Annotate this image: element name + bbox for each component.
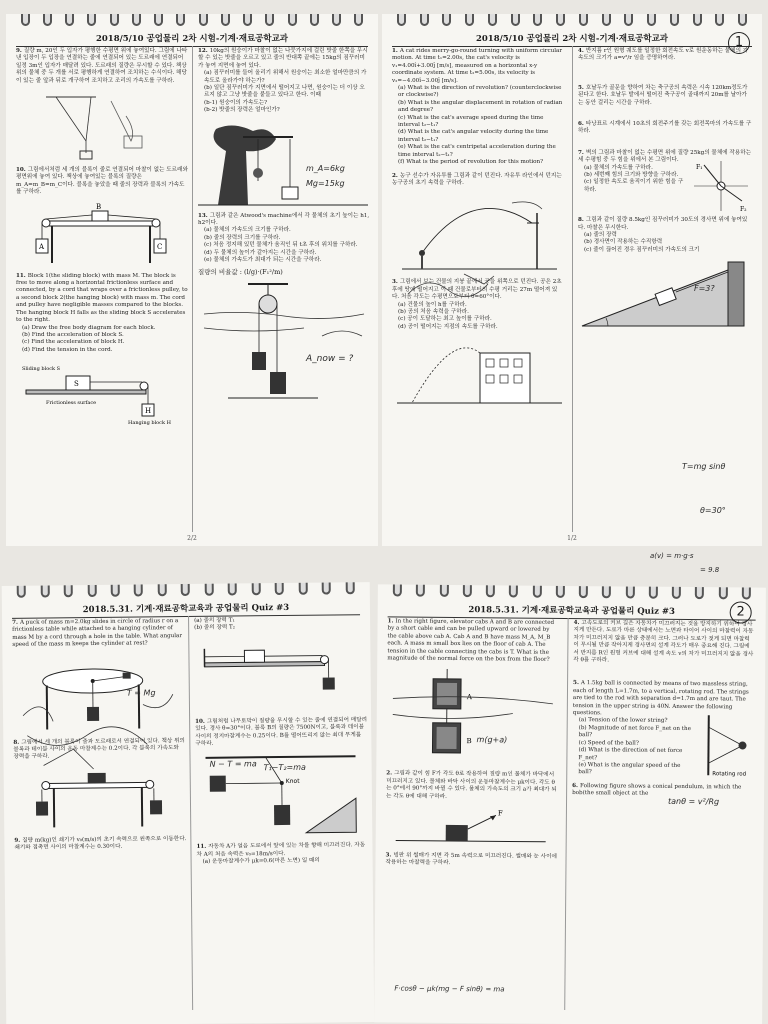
- sheet-title: 2018.5.31. 기계·재료공학교육과 공업물리 Quiz #3: [12, 600, 360, 619]
- formula: 질량의 비율값 : (l/g)·(F₁²/m): [198, 267, 283, 276]
- svg-text:A: A: [466, 693, 473, 702]
- figure-elevator-cabs: [386, 669, 559, 766]
- quiz-sheet-bottom-left: [2, 582, 375, 1024]
- page-number: 2/2: [187, 535, 197, 542]
- sub-question: (c) 줄이 끊어진 경우 짐꾸러미의 가속도의 크기: [584, 246, 700, 253]
- svg-text:A: A: [39, 242, 45, 251]
- spiral-binding: [2, 582, 370, 600]
- svg-text:F₂: F₂: [740, 206, 747, 214]
- problem-text: Block 1(the sliding block) with mass M. The block is free to move along a horizontal frictionless surface and connected, by a cord that wraps over a frictionless pulley, to a second block 2(the hanging block) with mass m. The cord and pulley have negligible masses compared to the blocks. The hanging block H falls as the sliding block S accelerates to the right.: [16, 272, 188, 324]
- figure-basketball-free-throw: [392, 193, 564, 273]
- problem-number: 4.: [578, 48, 584, 54]
- figure-puck-table: [12, 654, 185, 734]
- handwritten-margin-note: = 9.8: [700, 566, 720, 574]
- problem-11: [196, 843, 368, 867]
- problem-12: [198, 48, 370, 115]
- figure-triangle-strings: [16, 91, 188, 161]
- handwritten-note: A_now = ?: [306, 354, 354, 364]
- fig-label-rotating-rod: Rotating rod: [712, 771, 747, 778]
- problem-text: 그림과 같은 Atwood's machine에서 각 물체의 초기 높이는 h1, h2이다.: [198, 212, 370, 227]
- problem-number: 4.: [573, 620, 580, 627]
- problem-text: A cat rides merry-go-round turning with uniform circular motion. At time t₁=2.00s, the cat's velocity is v₁=4.00î+3.00ĵ [m/s], measured on a horizontal x-y coordinate system. At time t₂=5.00s, its velocity is v₂=−4.00î−3.00ĵ [m/s].: [392, 48, 563, 84]
- problem-number: 3.: [385, 852, 392, 859]
- problem-text: 그림처럼 나무토막이 질량을 무시할 수 있는 줄에 연결되어 매달려 있다. 경사 θ=30°이다. 블록 B의 질량은 7500N이고, 블록과 테이블 사이의 정지마찰계수는 0.25이다. B를 떨어뜨리지 않는 최대 무게를 구하라.: [195, 716, 368, 747]
- problem-text: 농구 선수가 자유투를 그림과 같이 던진다. 자유투 라인에서 던지는 농구공의 초기 속력을 구하라.: [392, 172, 562, 186]
- problem-number: 2.: [386, 770, 393, 777]
- sub-question: (b) 세번째 힘의 크기와 방향을 구하라.: [584, 172, 679, 179]
- knot-label: Knot: [285, 778, 300, 786]
- problem-6: [578, 121, 752, 136]
- problem-1: [392, 48, 564, 167]
- handwritten-note: Mg=15kg: [306, 179, 345, 188]
- problem-number: 5.: [578, 84, 584, 91]
- problem-10: [195, 717, 367, 748]
- problem-number: 12.: [198, 48, 208, 54]
- problem-continued: [194, 616, 366, 633]
- handwritten-note: m_A=6kg: [306, 164, 345, 173]
- sub-question: (a) What is the direction of revolution? (counterclockwise or clockwise?): [398, 85, 562, 99]
- sub-question: (b) 일단 짐꾸러미가 지면에서 떨어지고 나면, 원숭이는 더 이상 오르지 않고 그냥 밧줄을 붙들고 있다고 한다. 이때: [204, 85, 365, 99]
- problem-8: [13, 738, 185, 762]
- handwritten-note: T = Mg: [126, 688, 156, 698]
- circled-page-number: 2: [730, 601, 752, 623]
- sub-question: (b) What is the angular displacement in rotation of radian and degree?: [398, 99, 563, 114]
- problem-text: 고속도로의 커브 길은 자동차가 미끄러지는 것을 방지하기 위하여 경사지게 만든다. 도로가 마른 상태에서는 노면과 타이어 사이의 마찰력이 자동차가 미끄러지지 않을 만큼 충분히 크다. 그러나 도로가 젖게 되면 마찰력이 무시될 만큼 작아지게 경사면의 설계 각도가 매우 중요해 진다. 그림에서 반지름 R인 원형 커브에 대해 설계 속도 v의 차가 미끄러지지 않을 경사각 θ를 구하라.: [573, 620, 754, 664]
- sub-question: (d) What is the direction of net force F_net?: [578, 747, 683, 761]
- figure-building-projectile: [392, 337, 564, 407]
- problem-6: [572, 783, 752, 799]
- sub-question: (b) 경사면이 작용하는 수직항력: [584, 239, 663, 246]
- problem-text: 호날두가 골문을 향하여 차는 축구공의 속력은 시속 120km정도가 된다고 한다. 호날두 발에서 떨어진 축구공이 골대까지 20m를 날아가는 동안 걸리는 시간을 구하라.: [578, 84, 748, 106]
- sub-question: (c) Speed of the ball?: [578, 739, 639, 747]
- problem-11: [16, 273, 188, 354]
- problem-9: [16, 48, 188, 85]
- svg-text:C: C: [157, 242, 163, 251]
- svg-text:S: S: [74, 380, 79, 389]
- sub-question: (b) 줄의 장력의 크기를 구하라.: [204, 234, 281, 241]
- problem-10: [16, 167, 188, 197]
- sub-question: (b) 공의 처음 속력을 구하라.: [398, 308, 469, 315]
- problem-text: 그림에서 세 개의 블록이 줄과 도르래로서 연결되어 있다. 책상 위의 블록과 테이블 사이의 운동 마찰계수는 0.2이다. 각 블록의 가속도와 장력을 구하라.: [13, 737, 185, 761]
- spiral-binding: [378, 584, 766, 601]
- figure-incline-crate: [578, 260, 752, 330]
- problem-2: [392, 173, 564, 188]
- figure-three-blocks-friction: [14, 766, 187, 832]
- problem-number: 13.: [198, 212, 208, 219]
- figure-pulley-block-table: [194, 637, 367, 699]
- fig-label-sliding: Sliding block S: [22, 366, 61, 373]
- page-number: 1/2: [567, 535, 577, 542]
- sub-question: (a) Draw the free body diagram for each block.: [22, 324, 156, 331]
- sub-question: (c) What is the cat's average speed during the time interval t₂−t₁?: [398, 114, 544, 129]
- sub-question: (c) 처음 정지해 있던 물체가 움직인 뒤 t초 후의 위치를 구하라.: [204, 242, 358, 249]
- problem-number: 9.: [16, 48, 22, 54]
- problem-text: A 1.5kg ball is connected by means of two massless string, each of length L=1.7m, to a vertical, rotating rod. The strings are tied to the rod with separation d=1.7m and are taut. The tension in the upper string is 40N. Answer the following questions.: [572, 680, 749, 717]
- sub-question: (d) 두 물체의 높이가 같아지는 시간을 구하라.: [204, 249, 317, 256]
- column-divider: [192, 46, 193, 532]
- sub-question: (a) 줄의 장력: [584, 232, 617, 239]
- column-right: [194, 616, 369, 872]
- spiral-binding: [6, 14, 378, 28]
- problem-4: [573, 620, 753, 666]
- sub-question: (c) Find the acceleration of block H.: [22, 339, 125, 346]
- problem-text: A puck of mass m=2.0kg slides in circle of radius r on a frictionless table while attached to a hanging cylinder of mass M by a cord through a hole in the table. What angular speed of the mass m keeps the cylinder at rest?: [12, 618, 183, 649]
- problem-text: 자동차 A가 얼음 도로에서 앞에 있는 차를 향해 미끄러진다. 자동차 A의 처음 속력은 v₀=18m/s이다.: [196, 842, 366, 858]
- exam-sheet-top-left: [6, 14, 378, 546]
- problem-text: 그림에서 보는 건물의 지붕 끝에서 공을 위쪽으로 던진다. 공은 2초 후에 땅에 떨어지고 이 때 건물로부터의 수평 거리는 27m 떨어져 있다. 처음 각도는 수평면으로부터 θ=60°이다.: [392, 279, 562, 301]
- handwritten-note: F·cosθ − μk(mg − F sinθ) = ma: [394, 984, 505, 994]
- handwritten-note: θ=30°: [700, 506, 726, 515]
- column-left: [16, 48, 188, 432]
- problem-13: [198, 213, 370, 276]
- problem-text: 질량 m(kg)인 쇄기가 v₀(m/s)의 초기 속력으로 왼쪽으로 이동한다. 쇄기와 접촉면 사이의 마찰계수는 0.30이다.: [14, 835, 187, 852]
- spiral-binding: [382, 14, 762, 28]
- problem-3: [385, 852, 557, 868]
- sub-question: (b) 줄의 장력 T₂: [194, 624, 236, 632]
- column-left: [385, 618, 559, 874]
- sub-question: (b) Magnitude of net force F_net on the ball?: [578, 724, 691, 739]
- figure-pulled-block: [386, 806, 558, 847]
- figure-three-blocks-table: [16, 203, 188, 267]
- problem-number: 7.: [578, 149, 584, 156]
- problem-text: 10kg의 원숭이가 마찰이 없는 나뭇가지에 걸린 밧줄 한쪽을 무시할 수 있는 밧줄을 오르고 있고 줄의 반대쪽 끝에는 15kg의 짐꾸러미가 놓여 지면에 놓여 있다.: [198, 48, 368, 69]
- figure-sliding-hanging-block: [16, 360, 188, 426]
- figure-force-vectors: [690, 157, 752, 215]
- column-right: [572, 620, 754, 805]
- sheet-title: 2018/5/10 공업물리 2차 시험-기계·재료공학교과: [16, 32, 368, 47]
- problem-number: 1.: [392, 48, 398, 54]
- problem-number: 7.: [12, 619, 18, 626]
- sub-question: (f) What is the period of revolution for this motion?: [398, 159, 544, 166]
- handwritten-margin-note: a(v) = m·g·s: [650, 552, 694, 560]
- sub-question: (a) 물체의 가속도의 크기를 구하라.: [204, 227, 291, 234]
- column-right: [578, 48, 752, 336]
- problem-text: 그림과 같이 힘 F가 각도 θ로 작용하여 질량 m인 물체가 바닥에서 미끄러지고 있다. 물체와 바닥 사이의 운동마찰계수는 μk이다. 각도 θ는 0°에서 90°까지 바뀔 수 있다. 물체의 가속도의 크기 a가 최대가 되는 각도 θ에 대해 구하라.: [386, 770, 557, 800]
- problem-number: 11.: [16, 272, 26, 279]
- handwritten-note: N − T = ma: [209, 759, 257, 769]
- handwritten-note: F=3?: [694, 284, 715, 293]
- problem-number: 8.: [578, 217, 584, 224]
- problem-text: 그림에서처럼 세 개의 블록이 줄로 연결되어 마찰이 없는 도르래와 평면위에 놓여 있다. 책상에 놓여있는 블록의 질량은 m_A=m_B=m_C이다. 블록을 놓았을 때 줄의 장력과 블록의 가속도를 구하라.: [16, 167, 188, 196]
- problem-text: In the right figure, elevator cabs A and B are connected by a short cable and can be pulled upward or lowered by the cable above cab A. Cab A and B have mass M_A, M_B each. A mass m small box lies on the floor of cab A. The tension in the cable connecting the cabs is T. What is the magnitude of the normal force on the box from the floor?: [387, 618, 555, 663]
- sub-question: (e) What is the angular speed of the ball?: [578, 761, 681, 776]
- circled-page-number: 1: [728, 32, 750, 54]
- handwritten-note: tanθ = v²/Rg: [667, 796, 720, 807]
- problem-5: [572, 680, 753, 778]
- column-divider: [564, 618, 568, 1010]
- problem-9: [14, 836, 186, 853]
- problem-number: 3.: [392, 279, 398, 286]
- problem-number: 2.: [392, 172, 398, 179]
- problem-number: 5.: [573, 680, 579, 687]
- problem-5: [578, 85, 752, 107]
- problem-2: [386, 771, 558, 802]
- figure-rotating-rod: [698, 713, 753, 777]
- svg-text:F: F: [497, 809, 503, 818]
- problem-text: 빙판 위 썰매가 지면 각 5m 속력으로 미끄러진다. 썰매와 눈 사이에 작용하는 마찰력을 구하라.: [385, 852, 557, 867]
- problem-1: [387, 618, 559, 664]
- problem-number: 9.: [14, 837, 21, 844]
- fig-label-frictionless: Frictionless surface: [46, 400, 97, 407]
- problem-text: 반지름 r인 원형 궤도를 일정한 회전속도 v로 원운동하는 물체의 가속도의 크기가 a=v²/r 임을 증명하여라.: [578, 48, 749, 62]
- sub-question: (e) 물체의 가속도가 최대가 되는 시간을 구하라.: [204, 257, 322, 264]
- problem-text: Following figure shows a conical pendulum, in which the bob(the small object at the: [572, 782, 742, 797]
- problem-7: [12, 618, 184, 649]
- column-left: [392, 48, 564, 413]
- figure-atwood-machine: [198, 282, 370, 402]
- quiz-sheet-bottom-right: [374, 584, 766, 1024]
- column-divider: [572, 46, 573, 532]
- sub-question: (d) 공이 떨어지는 지점의 속도를 구하라.: [398, 323, 498, 330]
- problem-7: [578, 149, 752, 214]
- fig-label-hanging: Hanging block H: [128, 420, 171, 427]
- handwritten-note: T₁−T₂=ma: [263, 762, 306, 773]
- sub-question: (c) 공이 도달하는 최고 높이를 구하라.: [398, 316, 492, 323]
- sub-question: (a) 물체의 가속도를 구하라.: [584, 164, 653, 171]
- column-divider: [188, 616, 193, 1010]
- problem-3: [392, 279, 564, 331]
- problem-4: [578, 48, 752, 63]
- problem-text: 벽의 그림과 마찰이 없는 수평면 위에 질량 25kg의 물체에 작용하는 세 수평힘 중 두 힘을 위에서 본 그림이다.: [578, 149, 752, 164]
- problem-number: 6.: [572, 782, 579, 789]
- sub-question: (d) What is the cat's angular velocity during the time interval t₂−t₁?: [398, 129, 549, 143]
- sheet-title: 2018/5/10 공업물리 2차 시험-기계·재료공학교과: [392, 32, 752, 47]
- problem-text: 그림과 같이 질량 8.5kg인 짐꾸러미가 30도의 경사면 위에 놓여있다. 마찰은 무시한다.: [578, 217, 748, 231]
- sub-question: (a) 건물의 높이 h를 구하라.: [398, 301, 467, 308]
- problem-8: [578, 217, 752, 254]
- sub-question: (b-2) 밧줄의 장력은 얼마인가?: [204, 107, 280, 114]
- problem-number: 1.: [387, 618, 394, 625]
- sub-question: (c) 일정한 속도로 움직이기 위한 힘을 구하라.: [584, 179, 684, 193]
- sub-question: (b-1) 원숭이의 가속도는?: [204, 99, 268, 106]
- problem-number: 10.: [195, 718, 205, 725]
- column-left: [12, 618, 186, 858]
- sub-question: (a) 짐꾸러미를 들어 올리기 위해서 원숭이는 최소한 얼마만큼의 가속도로 올라가야 하는가?: [204, 70, 367, 84]
- problem-number: 6.: [578, 121, 584, 128]
- sheet-title: 2018.5.31. 기계·재료공학교육과 공업물리 Quiz #3: [388, 602, 756, 620]
- sub-question: (a) Tension of the lower string?: [578, 717, 668, 725]
- problem-number: 8.: [13, 739, 20, 746]
- sub-question: (a) 운동마찰계수가 μk=0.6(마른 노면) 일 때의: [202, 857, 320, 866]
- sub-question: (d) Find the tension in the cord.: [22, 346, 113, 353]
- svg-text:B: B: [96, 202, 102, 211]
- handwritten-note: m(g+a): [476, 735, 508, 745]
- svg-text:B: B: [466, 737, 472, 746]
- exam-sheet-top-right: [382, 14, 762, 546]
- problem-number: 11.: [196, 844, 207, 851]
- sub-question: (e) What is the cat's centripetal acceleration during the time interval t₂−t₁?: [398, 144, 556, 158]
- problem-number: 10.: [16, 167, 26, 174]
- problem-text: 타낭표르 시계에서 10초의 회전주기를 갖는 회전목마의 가속도를 구하라.: [578, 121, 752, 135]
- svg-text:H: H: [145, 407, 152, 416]
- handwritten-note: T=mg sinθ: [682, 462, 726, 471]
- problem-text: 질량 m, 20인 두 입자가 평행한 수평면 위에 놓여있다. 그림에 나타낸 입장이 두 입장을 연결하는 줄에 연결되어 있는 도르래에 연결되어 일정 3m인 입자가 매달려 있다. 도르래의 질량은 무시할 수 있다. 책상 위의 물체 중 두 개를 서로 평행하게 연결하여 조치하는 수식이다. 해당이 있는 줄 앞과 뒤로 개구하여 조치하고 조리의 가속도를 구하라.: [16, 48, 188, 84]
- sub-question: (a) 줄의 장력 T₁: [194, 617, 235, 624]
- svg-text:F₁: F₁: [696, 164, 703, 172]
- sub-question: (b) Find the acceleration of block S.: [22, 331, 124, 338]
